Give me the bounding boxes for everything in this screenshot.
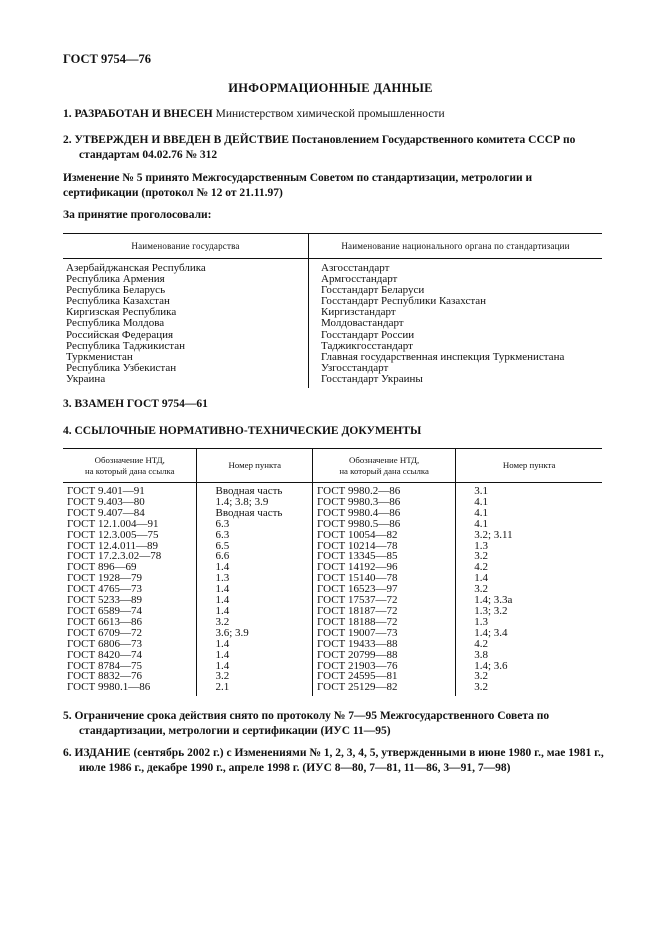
states-cell-body: Молдовастандарт xyxy=(321,317,404,330)
ref-item-cell: 3.2 xyxy=(197,671,313,682)
states-cell-body: Госстандарт России xyxy=(321,328,415,341)
ref-item-cell: 3.1 xyxy=(474,485,488,497)
refs-col-header-doc xyxy=(313,449,456,483)
ref-item-cell: 4.1 xyxy=(474,495,488,508)
ref-item-cell: 1.4 xyxy=(197,562,313,573)
ref-item-cell: 3.2 xyxy=(474,550,488,563)
states-cell-body: Главная государственная инспекция Туркменистана xyxy=(321,350,565,363)
item-developed xyxy=(63,107,603,122)
states-cell-state: Туркменистан xyxy=(63,352,309,363)
refs-header-line: на который дана ссылка xyxy=(84,465,175,476)
states-cell-body: Таджикгосстандарт xyxy=(321,339,413,352)
refs-col-header-item: Номер пункта xyxy=(456,449,602,483)
states-cell-state: Азербайджанская Республика xyxy=(63,259,309,275)
ref-item-cell: 1.3 xyxy=(197,573,313,584)
ref-doc-cell: ГОСТ 14192—96 xyxy=(313,562,456,573)
ref-doc-cell: ГОСТ 896—69 xyxy=(63,562,197,573)
ref-item-cell: 1.4 xyxy=(197,595,313,606)
ref-doc-cell: ГОСТ 17.2.3.02—78 xyxy=(63,551,197,562)
states-cell-body: Узгосстандарт xyxy=(321,361,389,374)
states-cell-body: Азгосстандарт xyxy=(321,262,390,274)
states-cell-state: Украина xyxy=(63,374,309,388)
ref-doc-cell: ГОСТ 6806—73 xyxy=(63,639,197,650)
ref-item-cell: 1.4; 3.6 xyxy=(474,659,508,672)
ref-doc-cell: ГОСТ 13345—85 xyxy=(313,551,456,562)
item-validity xyxy=(63,709,619,739)
ref-item-cell: 1.3 xyxy=(474,615,488,628)
refs-header-line: на который дана ссылка xyxy=(339,465,429,476)
ref-doc-cell: ГОСТ 1928—79 xyxy=(63,573,197,584)
ref-doc-cell: ГОСТ 10054—82 xyxy=(313,530,456,541)
ref-item-cell: 2.1 xyxy=(197,682,313,696)
ref-item-cell: 4.1 xyxy=(474,506,488,519)
item-heading: ССЫЛОЧНЫЕ НОРМАТИВНО-ТЕХНИЧЕСКИЕ ДОКУМЕНТЫ xyxy=(74,425,422,437)
refs-row xyxy=(63,483,602,497)
ref-doc-cell: ГОСТ 17537—72 xyxy=(313,595,456,606)
refs-row xyxy=(63,639,602,650)
ref-doc-cell: ГОСТ 9.403—80 xyxy=(63,497,197,508)
refs-col-header-item: Номер пункта xyxy=(197,449,313,483)
amendment-note: Изменение № 5 принято Межгосударственным Советом по стандартизации, метрологии и сертификации (протокол № 12 от 21.11.97) xyxy=(63,172,533,199)
item-approved xyxy=(63,133,619,163)
ref-item-cell: 1.4 xyxy=(197,661,313,672)
ref-item-cell: 1.4; 3.3а xyxy=(474,594,513,607)
refs-row xyxy=(63,519,602,530)
ref-doc-cell: ГОСТ 6613—86 xyxy=(63,617,197,628)
ref-doc-cell: ГОСТ 12.3.005—75 xyxy=(63,530,197,541)
item-number: 1. xyxy=(63,108,72,120)
voted-label: За принятие проголосовали: xyxy=(63,209,212,221)
refs-row xyxy=(63,650,602,661)
ref-doc-cell: ГОСТ 4765—73 xyxy=(63,584,197,595)
states-row xyxy=(63,259,602,275)
item-number: 5. xyxy=(63,710,72,722)
references-table xyxy=(63,448,602,696)
refs-header-line: Обозначение НТД, xyxy=(94,454,165,465)
ref-doc-cell: ГОСТ 24595—81 xyxy=(313,671,456,682)
ref-doc-cell: ГОСТ 9980.1—86 xyxy=(63,682,197,696)
ref-item-cell: 6.3 xyxy=(197,519,313,530)
states-row xyxy=(63,330,602,341)
ref-doc-cell: ГОСТ 19007—73 xyxy=(313,628,456,639)
ref-doc-cell: ГОСТ 8420—74 xyxy=(63,650,197,661)
standard-header: ГОСТ 9754—76 xyxy=(63,52,152,66)
item-edition xyxy=(63,746,619,776)
ref-item-cell: 1.4 xyxy=(197,584,313,595)
item-text: Министерством химической промышленности xyxy=(215,108,445,120)
ref-doc-cell: ГОСТ 9980.5—86 xyxy=(313,519,456,530)
item-heading: УТВЕРЖДЕН И ВВЕДЕН В ДЕЙСТВИЕ xyxy=(74,134,289,146)
ref-doc-cell: ГОСТ 9980.2—86 xyxy=(313,483,456,497)
ref-item-cell: 1.4 xyxy=(474,572,488,585)
states-row xyxy=(63,318,602,329)
ref-doc-cell: ГОСТ 8784—75 xyxy=(63,661,197,672)
ref-doc-cell: ГОСТ 9.407—84 xyxy=(63,508,197,519)
states-col-header-body: Наименование национального органа по стандартизации xyxy=(309,234,603,259)
item-heading: ИЗДАНИЕ (сентябрь 2002 г.) с Изменениями № 1, 2, 3, 4, 5, утвержденными в июне 1980 г., мае 1981 г., июле 1986 г., декабре 1990 г., апреле 1998 г. (ИУС 8—80, 7—81, 11—86, 3—91, 7—98) xyxy=(74,747,604,774)
ref-item-cell: 3.2; 3.11 xyxy=(474,528,513,541)
ref-doc-cell: ГОСТ 9.401—91 xyxy=(63,483,197,497)
ref-item-cell: 1.4; 3.8; 3.9 xyxy=(197,497,313,508)
item-number: 6. xyxy=(63,747,72,759)
refs-col-header-doc xyxy=(63,449,197,483)
ref-item-cell: 3.2 xyxy=(474,670,488,683)
ref-item-cell: 1.4 xyxy=(197,650,313,661)
states-cell-state: Республика Узбекистан xyxy=(63,363,309,374)
ref-item-cell: 6.3 xyxy=(197,530,313,541)
item-references xyxy=(63,424,603,439)
item-heading: РАЗРАБОТАН И ВНЕСЕН xyxy=(74,108,213,120)
item-number: 3. xyxy=(63,398,72,410)
ref-item-cell: 6.6 xyxy=(197,551,313,562)
ref-item-cell: 4.2 xyxy=(474,561,488,574)
refs-header-line: Обозначение НТД, xyxy=(349,454,420,465)
ref-doc-cell: ГОСТ 21903—76 xyxy=(313,661,456,672)
ref-item-cell: 1.3 xyxy=(474,539,488,552)
refs-row xyxy=(63,530,602,541)
ref-doc-cell: ГОСТ 5233—89 xyxy=(63,595,197,606)
states-cell-body: Госстандарт Украины xyxy=(321,372,423,385)
ref-doc-cell: ГОСТ 6589—74 xyxy=(63,606,197,617)
ref-doc-cell: ГОСТ 9980.3—86 xyxy=(313,497,456,508)
states-cell-state: Киргизская Республика xyxy=(63,307,309,318)
ref-doc-cell: ГОСТ 19433—88 xyxy=(313,639,456,650)
ref-doc-cell: ГОСТ 25129—82 xyxy=(313,682,456,696)
ref-doc-cell: ГОСТ 6709—72 xyxy=(63,628,197,639)
states-row xyxy=(63,374,602,388)
ref-item-cell: 1.4; 3.4 xyxy=(474,626,508,639)
page-title: ИНФОРМАЦИОННЫЕ ДАННЫЕ xyxy=(228,81,433,95)
item-heading: ВЗАМЕН ГОСТ 9754—61 xyxy=(74,398,208,410)
ref-doc-cell: ГОСТ 12.1.004—91 xyxy=(63,519,197,530)
ref-doc-cell: ГОСТ 18188—72 xyxy=(313,617,456,628)
ref-item-cell: 1.3; 3.2 xyxy=(474,604,508,617)
ref-item-cell: 3.6; 3.9 xyxy=(197,628,313,639)
states-cell-state: Республика Молдова xyxy=(63,318,309,329)
ref-doc-cell: ГОСТ 18187—72 xyxy=(313,606,456,617)
states-cell-state: Республика Армения xyxy=(63,274,309,285)
item-number: 4. xyxy=(63,425,72,437)
ref-item-cell: 4.1 xyxy=(474,517,488,530)
ref-doc-cell: ГОСТ 9980.4—86 xyxy=(313,508,456,519)
ref-doc-cell: ГОСТ 16523—97 xyxy=(313,584,456,595)
ref-item-cell: 3.2 xyxy=(474,583,488,596)
ref-item-cell: 3.2 xyxy=(474,681,488,694)
ref-doc-cell: ГОСТ 12.4.011—89 xyxy=(63,541,197,552)
item-replaces xyxy=(63,397,603,412)
states-cell-body: Армгосстандарт xyxy=(321,273,398,286)
states-cell-state: Республика Казахстан xyxy=(63,296,309,307)
ref-item-cell: 3.8 xyxy=(474,648,488,661)
ref-item-cell: 6.5 xyxy=(197,541,313,552)
ref-item-cell: Вводная часть xyxy=(197,508,313,519)
ref-doc-cell: ГОСТ 8832—76 xyxy=(63,671,197,682)
item-heading: Ограничение срока действия снято по протоколу № 7—95 Межгосударственного Совета по стандартизации, метрологии и сертификации (ИУС 11—95) xyxy=(74,710,550,737)
ref-item-cell: 3.2 xyxy=(197,617,313,628)
ref-doc-cell: ГОСТ 10214—78 xyxy=(313,541,456,552)
states-cell-state: Российская Федерация xyxy=(63,330,309,341)
states-cell-body: Госстандарт Республики Казахстан xyxy=(321,295,487,308)
item-text: Постановлением Государственного комитета СССР по стандартам 04.02.76 № 312 xyxy=(79,134,576,161)
ref-item-cell: 1.4 xyxy=(197,606,313,617)
states-col-header-state: Наименование государства xyxy=(63,234,309,259)
ref-item-cell: Вводная часть xyxy=(197,483,313,497)
ref-doc-cell: ГОСТ 15140—78 xyxy=(313,573,456,584)
states-cell-body: Госстандарт Беларуси xyxy=(321,284,425,297)
ref-item-cell: 1.4 xyxy=(197,639,313,650)
states-cell-state: Республика Беларусь xyxy=(63,285,309,296)
references-table-body xyxy=(63,483,602,697)
states-table-body xyxy=(63,259,602,389)
refs-row xyxy=(63,682,602,696)
states-table xyxy=(63,233,602,388)
ref-item-cell: 4.2 xyxy=(474,637,488,650)
states-cell-body: Киргизстандарт xyxy=(321,306,396,319)
states-cell-state: Республика Таджикистан xyxy=(63,341,309,352)
item-number: 2. xyxy=(63,134,72,146)
ref-doc-cell: ГОСТ 20799—88 xyxy=(313,650,456,661)
